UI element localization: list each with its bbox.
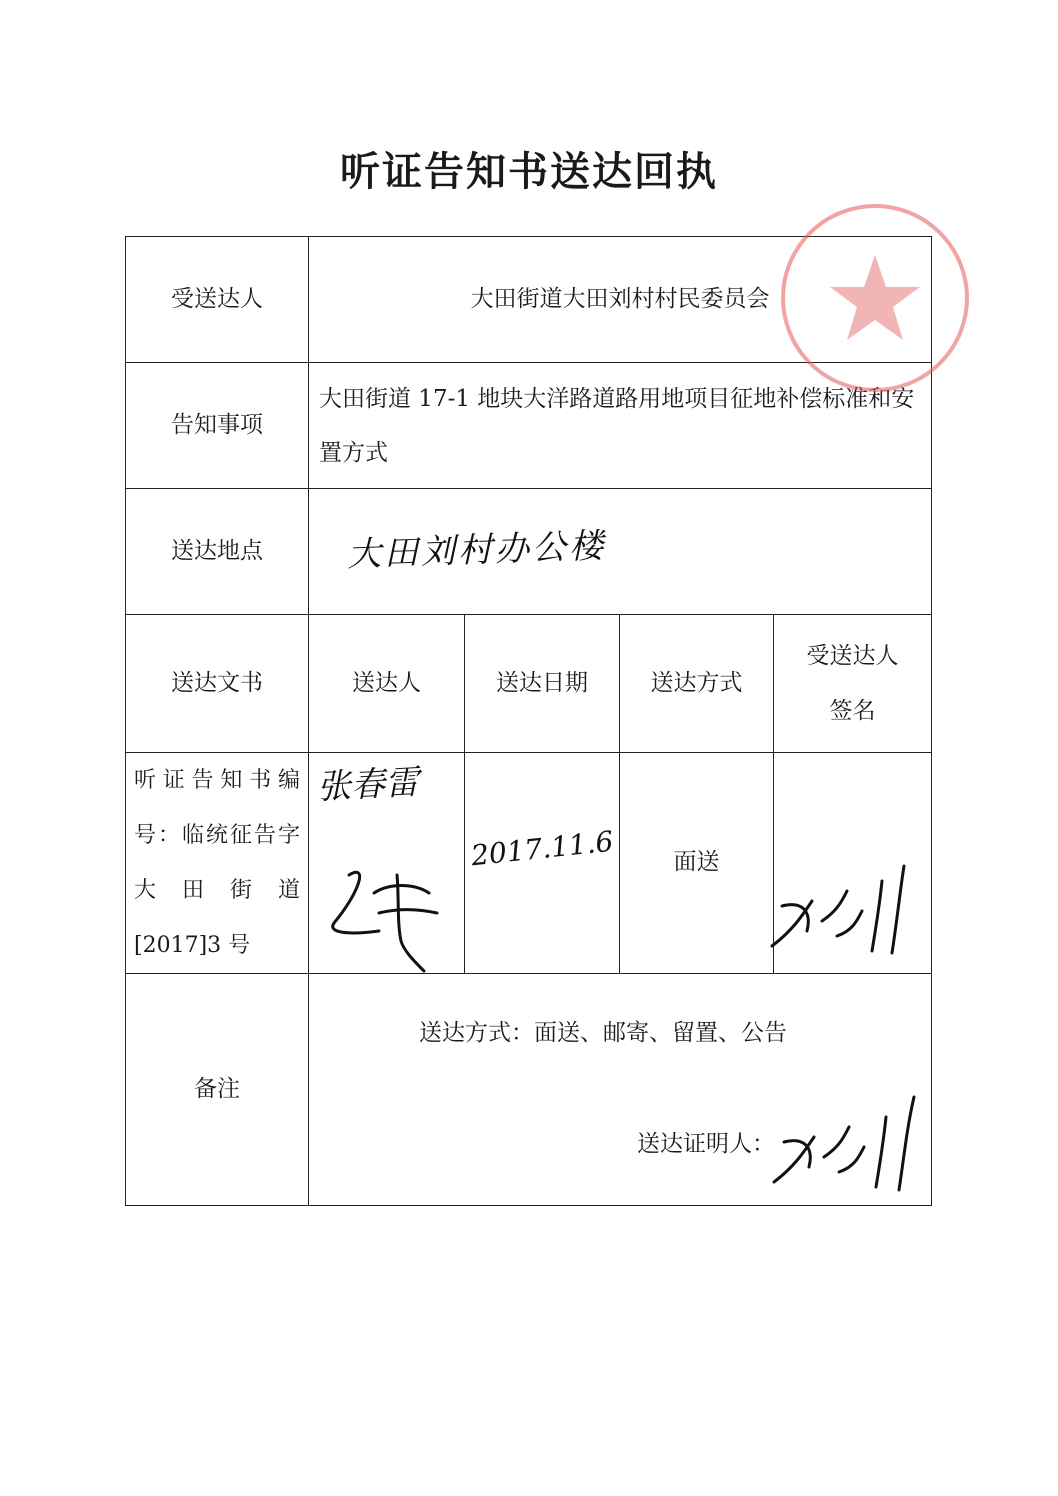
matter-value: 大田街道 17-1 地块大洋路道路用地项目征地补偿标准和安置方式	[319, 385, 915, 466]
header-server: 送达人	[309, 615, 465, 753]
header-document: 送达文书	[126, 615, 309, 753]
recipient-value: 大田街道大田刘村村民委员会	[309, 237, 932, 363]
header-signature: 受送达人签名	[774, 615, 932, 753]
record-document-cell	[126, 753, 309, 974]
place-label: 送达地点	[126, 489, 309, 615]
server-signature-mark	[319, 853, 449, 973]
receipt-table	[125, 236, 932, 1206]
record-document: 听证告知书编号：临统征告字大田街道[2017]3 号	[134, 768, 300, 958]
remarks-cell	[309, 974, 932, 1206]
recipient-label: 受送达人	[126, 237, 309, 363]
header-method: 送达方式	[620, 615, 774, 753]
place-cell	[309, 489, 932, 615]
matter-label: 告知事项	[126, 363, 309, 489]
header-date: 送达日期	[465, 615, 620, 753]
prover-signature-mark	[764, 1092, 924, 1197]
page-title: 听证告知书送达回执	[340, 148, 718, 195]
server-name-handwritten: 张春雷	[316, 762, 420, 808]
recipient-signature-mark	[762, 861, 912, 961]
record-signature-cell	[774, 753, 932, 974]
matter-cell	[309, 363, 932, 489]
record-method: 面送	[620, 753, 774, 974]
remarks-prover-label: 送达证明人：	[637, 1131, 775, 1157]
place-value-handwritten: 大田刘村办公楼	[346, 526, 607, 576]
record-date-cell	[465, 753, 620, 974]
record-server-cell	[309, 753, 465, 974]
date-handwritten: 2017.11.6	[469, 824, 615, 873]
remarks-label: 备注	[126, 974, 309, 1206]
remarks-methods: 送达方式：面送、邮寄、留置、公告	[419, 1020, 787, 1046]
